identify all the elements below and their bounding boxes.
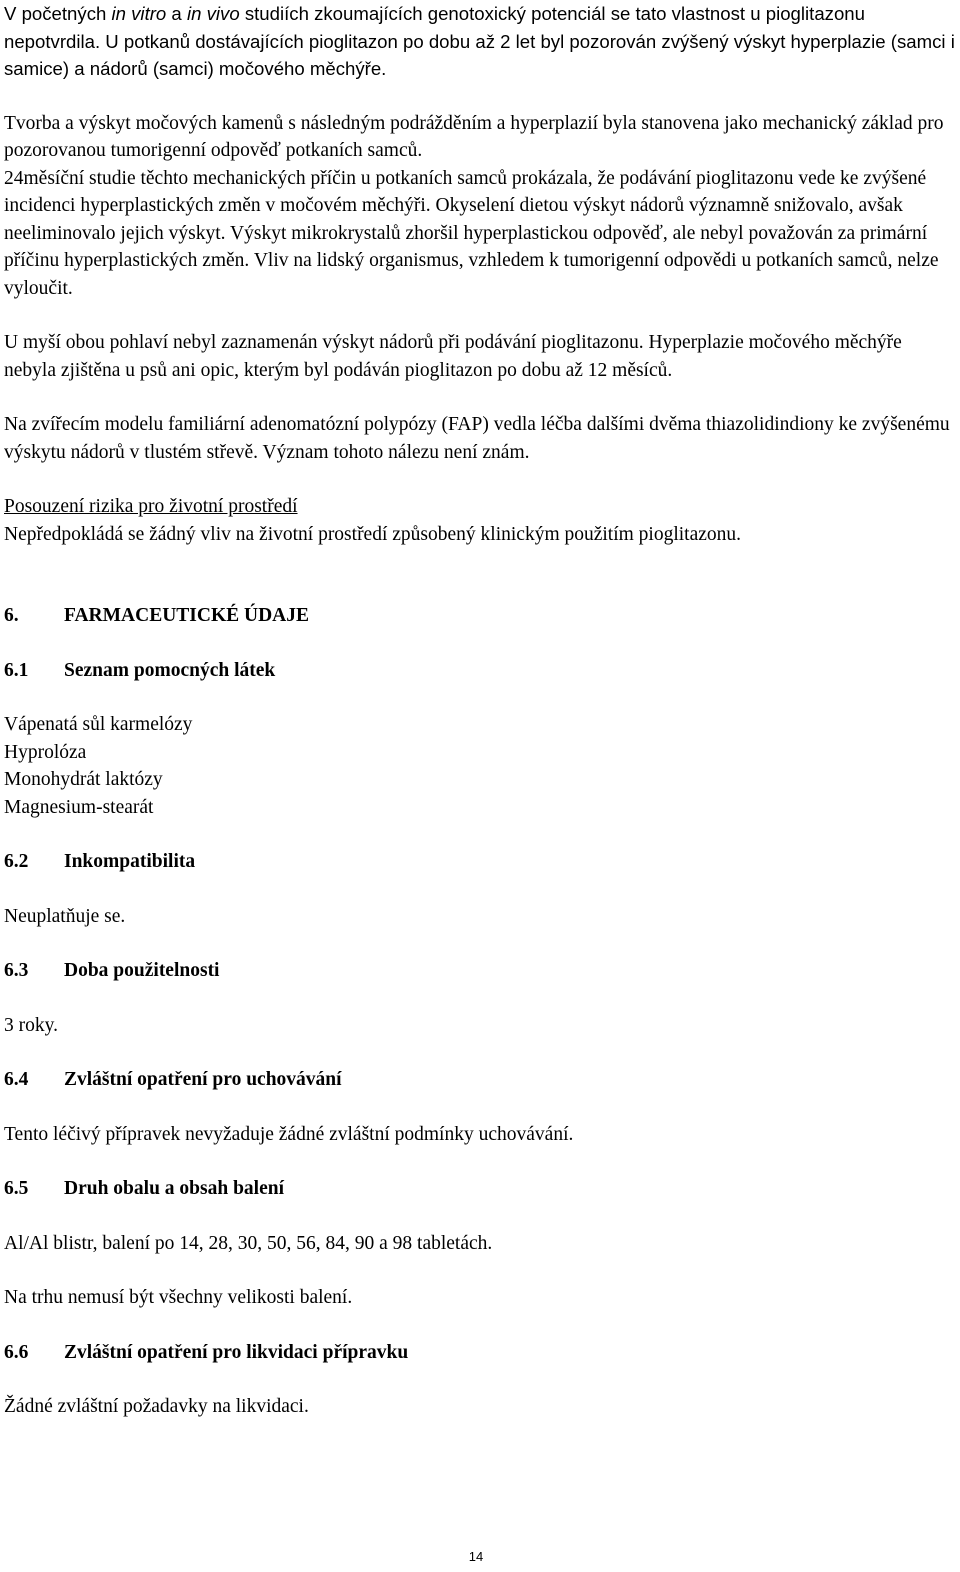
pack-sizes-note: Na trhu nemusí být všechny velikosti balení.	[4, 1287, 353, 1308]
section-number: 6.6	[4, 1341, 29, 1363]
stones-paragraph: Tvorba a výskyt močových kamenů s následným podrážděním a hyperplazií byla stanovena jako mechanický základ pro pozorovanou tumorigenní odpověď potkaních samců.	[4, 112, 944, 161]
section-6-4-heading	[4, 1066, 956, 1094]
intro-paragraph	[4, 0, 956, 83]
study-paragraph: 24měsíční studie těchto mechanických příčin u potkaních samců prokázala, že podávání pioglitazonu vede ke zvýšené incidenci hyperplastických změn v močovém měchýři. Okyselení dietou výskyt nádorů významně snižovalo, avšak neeliminovalo jejich výskyt. Výskyt mikrokrystalů zhoršil hyperplastickou odpověď, ale nebyl považován za primární příčinu hyperplastických změn. Vliv na lidský organismus, vzhledem k tumorigenní odpovědi u potkaních samců, nelze vyloučit.	[4, 167, 939, 299]
in-vitro-term: in vitro	[111, 3, 167, 24]
list-item: Vápenatá sůl karmelózy	[4, 714, 193, 735]
fap-paragraph: Na zvířecím modelu familiární adenomatózní polypózy (FAP) vedla léčba dalšími dvěma thiazolidindiony ke zvýšenému výskytu nádorů v tlustém střevě. Význam tohoto nálezu není znám.	[4, 414, 950, 463]
intro-text-c: studiích zkoumajících genotoxický potenciál se tato vlastnost u pioglitazonu nepotvrdila. U potkanů dostávajících pioglitazon po dobu až 2 let byl pozorován zvýšený výskyt hyperplazie (samci i samice) a nádorů (samci) močového měchýře.	[4, 3, 955, 79]
section-6-heading	[4, 602, 956, 630]
env-risk-title: Posouzení rizika pro životní prostředí	[4, 496, 298, 517]
section-title: Druh obalu a obsah balení	[64, 1178, 284, 1199]
section-title: Zvláštní opatření pro uchovávání	[64, 1069, 342, 1090]
packaging-text: Al/Al blistr, balení po 14, 28, 30, 50, 56, 84, 90 a 98 tabletách.	[4, 1232, 493, 1254]
mice-paragraph: U myší obou pohlaví nebyl zaznamenán výskyt nádorů při podávání pioglitazonu. Hyperplazie močového měchýře nebyla zjištěna u psů ani opic, kterým byl podáván pioglitazon po dobu až 12 měsíců.	[4, 332, 902, 381]
intro-text-b: a	[166, 3, 187, 24]
section-title: Zvláštní opatření pro likvidaci přípravku	[64, 1341, 409, 1363]
disposal-text: Žádné zvláštní požadavky na likvidaci.	[4, 1396, 309, 1417]
document-page	[4, 0, 956, 1421]
section-6-5-heading	[4, 1175, 956, 1203]
list-item: Monohydrát laktózy	[4, 769, 163, 790]
page-number: 14	[468, 1549, 484, 1564]
list-item: Hyprolóza	[4, 741, 87, 763]
section-6-3-heading	[4, 957, 956, 985]
section-number: 6.4	[4, 1069, 29, 1090]
section-title: FARMACEUTICKÉ ÚDAJE	[64, 605, 310, 626]
list-item: Magnesium-stearát	[4, 796, 154, 818]
env-risk-text: Nepředpokládá se žádný vliv na životní prostředí způsobený klinickým použitím pioglitazonu.	[4, 523, 742, 545]
storage-text: Tento léčivý přípravek nevyžaduje žádné zvláštní podmínky uchovávání.	[4, 1123, 574, 1145]
section-number: 6.2	[4, 851, 29, 872]
section-6-1-heading	[4, 657, 956, 685]
section-6-2-heading	[4, 848, 956, 876]
excipient-list	[4, 711, 956, 821]
intro-text-a: V početných	[4, 3, 112, 24]
section-title: Inkompatibilita	[64, 851, 196, 872]
in-vivo-term: in vivo	[186, 3, 240, 24]
shelf-life-text: 3 roky.	[4, 1014, 58, 1036]
incompatibility-text: Neuplatňuje se.	[4, 905, 126, 927]
section-number: 6.5	[4, 1178, 29, 1199]
section-title: Seznam pomocných látek	[64, 659, 276, 681]
section-number: 6.	[4, 605, 19, 626]
section-title: Doba použitelnosti	[64, 960, 220, 981]
section-number: 6.1	[4, 659, 29, 681]
section-number: 6.3	[4, 960, 29, 981]
section-6-6-heading	[4, 1339, 956, 1367]
